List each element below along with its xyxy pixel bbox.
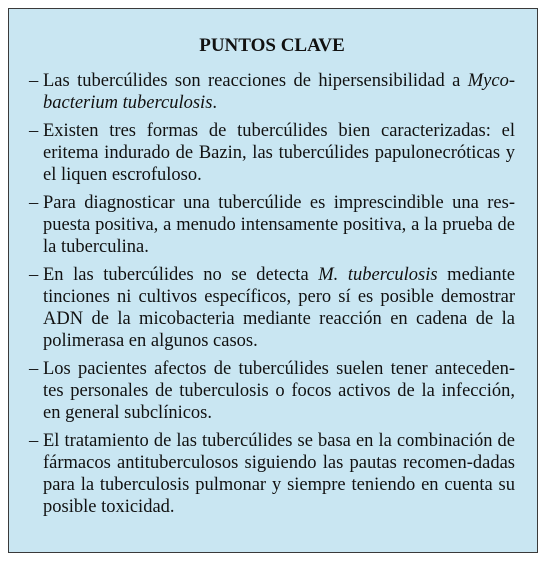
key-point-item xyxy=(29,70,515,114)
dash-bullet: – xyxy=(29,193,39,213)
key-point-item xyxy=(29,430,515,518)
key-point-item xyxy=(29,358,515,424)
dash-bullet: – xyxy=(29,431,39,451)
dash-bullet: – xyxy=(29,265,39,285)
point-text: mediante tinciones ni cultivos específicos, pero sí es posible demostrar ADN de la micobacteria mediante reacción en cadena de la polimerasa en algunos casos. xyxy=(43,265,515,351)
point-text: El tratamiento de las tubercúlides se basa en la combinación de fármacos antituberculosos siguiendo las pautas recomen-dadas para la tuberculosis pulmonar y siempre teniendo en cuenta su posible toxicidad. xyxy=(43,431,515,517)
panel-title: PUNTOS CLAVE xyxy=(199,35,345,56)
point-text: . xyxy=(212,93,218,113)
dash-bullet: – xyxy=(29,71,39,91)
key-points-panel xyxy=(8,8,538,553)
point-text: Las tubercúlides son reacciones de hipersensibilidad a xyxy=(43,71,468,91)
key-point-item xyxy=(29,192,515,258)
point-text: Los pacientes afectos de tubercúlides suelen tener anteceden-tes personales de tuberculosis o focos activos de la infección, en general subclínicos. xyxy=(43,359,515,423)
point-text: Para diagnosticar una tubercúlide es imprescindible una res-puesta positiva, a menudo intensamente positiva, a la prueba de la tuberculina. xyxy=(43,193,515,257)
point-text: Existen tres formas de tubercúlides bien caracterizadas: el eritema indurado de Bazin, las tubercúlides papulonecróticas y el liquen escrofuloso. xyxy=(43,121,515,185)
point-text: En las tubercúlides no se detecta xyxy=(43,265,319,285)
key-points-list xyxy=(29,70,515,518)
dash-bullet: – xyxy=(29,121,39,141)
key-point-item xyxy=(29,264,515,352)
dash-bullet: – xyxy=(29,359,39,379)
key-point-item xyxy=(29,120,515,186)
italic-term: Myco-bacterium tuberculosis xyxy=(43,71,515,113)
italic-term: M. tuberculosis xyxy=(318,265,438,285)
